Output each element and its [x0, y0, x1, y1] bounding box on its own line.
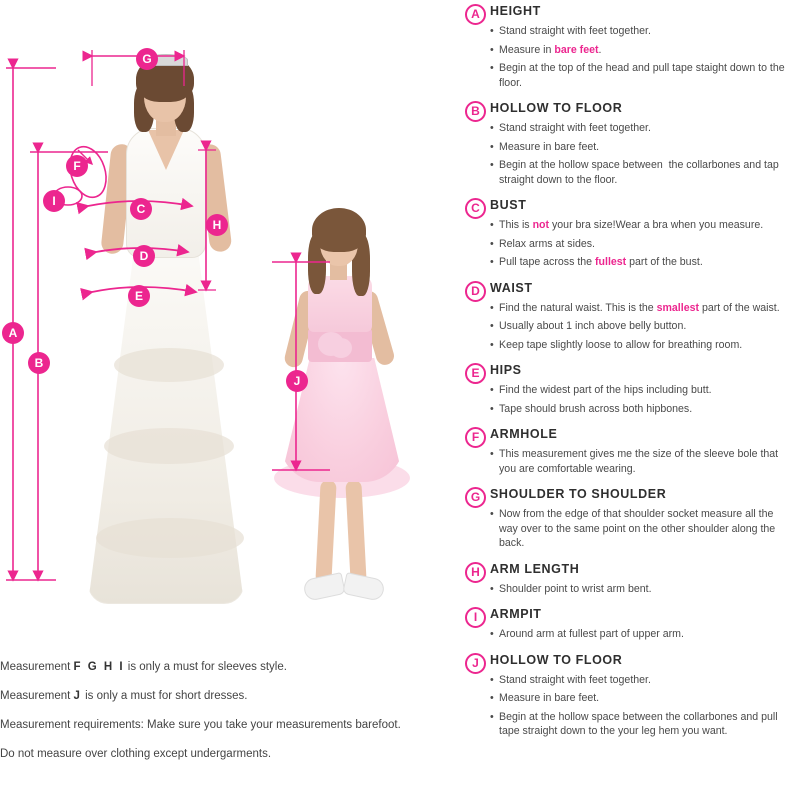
entry-title-E: HIPS [490, 363, 522, 377]
entry-line: • Pull tape across the fullest part of the bust. [490, 255, 790, 270]
instruction-entry-A [460, 4, 790, 90]
entry-badge-I: I [465, 607, 486, 628]
entry-lines-E [490, 383, 790, 416]
entry-badge-D: D [465, 281, 486, 302]
note-codes: F G H I [73, 661, 125, 673]
entry-badge-J: J [465, 653, 486, 674]
entry-title-H: ARM LENGTH [490, 561, 580, 576]
entry-title-I: ARMPIT [490, 607, 542, 621]
entry-line: • This is not your bra size!Wear a bra when you measure. [490, 218, 790, 233]
entry-line: • Tape should brush across both hipbones. [490, 402, 790, 417]
entry-lines-H [490, 582, 790, 597]
instruction-entry-F [460, 427, 790, 476]
entry-title-B: HOLLOW TO FLOOR [490, 101, 623, 115]
entry-title-F: ARMHOLE [490, 427, 558, 441]
instruction-entry-J [460, 653, 790, 739]
note-item [0, 718, 452, 732]
entry-line: • Stand straight with feet together. [490, 24, 790, 39]
note-suffix: is only a must for short dresses. [85, 690, 248, 702]
entry-badge-B: B [465, 101, 486, 122]
marker-badge-E: E [128, 285, 150, 307]
note-codes: J [73, 690, 82, 702]
entry-badge-G: G [465, 487, 486, 508]
entry-line: • Measure in bare feet. [490, 140, 790, 155]
entry-lines-G [490, 507, 790, 551]
entry-title-C: BUST [490, 198, 527, 212]
note-suffix: is only a must for sleeves style. [127, 661, 287, 673]
measurement-arrows-overlay [0, 0, 455, 660]
entry-line: • This measurement gives me the size of the sleeve bole that you are comfortable wearing. [490, 447, 790, 476]
marker-badge-A: A [2, 322, 24, 344]
entry-line: • Begin at the hollow space between the collarbones and pull tape straight down to the your leg hem you want. [490, 710, 790, 739]
entry-line: • Find the widest part of the hips including butt. [490, 383, 790, 398]
entry-lines-F [490, 447, 790, 476]
instructions-panel [460, 0, 800, 800]
entry-title-J: HOLLOW TO FLOOR [490, 652, 623, 667]
entry-line: • Begin at the top of the head and pull tape staight down to the floor. [490, 61, 790, 90]
marker-badge-I: I [43, 190, 65, 212]
entry-line: • Keep tape slightly loose to allow for breathing room. [490, 338, 790, 353]
instruction-entry-C [460, 198, 790, 270]
entry-line: • Stand straight with feet together. [490, 121, 790, 136]
marker-badge-B: B [28, 352, 50, 374]
note-prefix: Measurement requirements: Make sure you take your measurements barefoot. [0, 719, 401, 731]
entry-line: • Measure in bare feet. [490, 691, 790, 706]
entry-badge-C: C [465, 198, 486, 219]
entry-line: • Now from the edge of that shoulder socket measure all the way over to the same point on the other shoulder along the back. [490, 507, 790, 551]
entry-badge-E: E [465, 363, 486, 384]
entry-lines-C [490, 218, 790, 270]
instruction-entry-H [460, 562, 790, 597]
entry-lines-A [490, 24, 790, 90]
notes-block [0, 660, 452, 776]
note-prefix: Do not measure over clothing except undergarments. [0, 748, 272, 760]
marker-badge-H: H [206, 214, 228, 236]
entry-line: • Relax arms at sides. [490, 237, 790, 252]
note-item [0, 747, 452, 761]
entry-lines-I [490, 627, 790, 642]
instruction-entry-G [460, 487, 790, 551]
entry-lines-B [490, 121, 790, 187]
note-prefix: Measurement [0, 690, 71, 702]
entry-line: • Begin at the hollow space between the collarbones and tap straight down to the floor. [490, 158, 790, 187]
marker-badge-G: G [136, 48, 158, 70]
marker-badge-J: J [286, 370, 308, 392]
note-prefix: Measurement [0, 661, 71, 673]
entry-lines-J [490, 673, 790, 739]
entry-line: • Stand straight with feet together. [490, 673, 790, 688]
entry-title-D: WAIST [490, 280, 533, 295]
entry-badge-H: H [465, 562, 486, 583]
instruction-entry-D [460, 281, 790, 353]
entry-badge-A: A [465, 4, 486, 25]
entry-line: • Shoulder point to wrist arm bent. [490, 582, 790, 597]
marker-badge-C: C [130, 198, 152, 220]
note-item [0, 660, 452, 674]
entry-line: • Around arm at fullest part of upper arm. [490, 627, 790, 642]
marker-badge-F: F [66, 155, 88, 177]
note-item [0, 689, 452, 703]
entry-line: • Find the natural waist. This is the smallest part of the waist. [490, 301, 790, 316]
instruction-entry-E [460, 363, 790, 416]
marker-badge-D: D [133, 245, 155, 267]
instruction-entry-B [460, 101, 790, 187]
instruction-entry-I [460, 607, 790, 642]
entry-title-A: HEIGHT [490, 4, 541, 18]
entry-line: • Usually about 1 inch above belly button. [490, 319, 790, 334]
entry-title-G: SHOULDER TO SHOULDER [490, 487, 667, 501]
entry-lines-D [490, 301, 790, 353]
entry-line: • Measure in bare feet. [490, 43, 790, 58]
entry-badge-F: F [465, 427, 486, 448]
